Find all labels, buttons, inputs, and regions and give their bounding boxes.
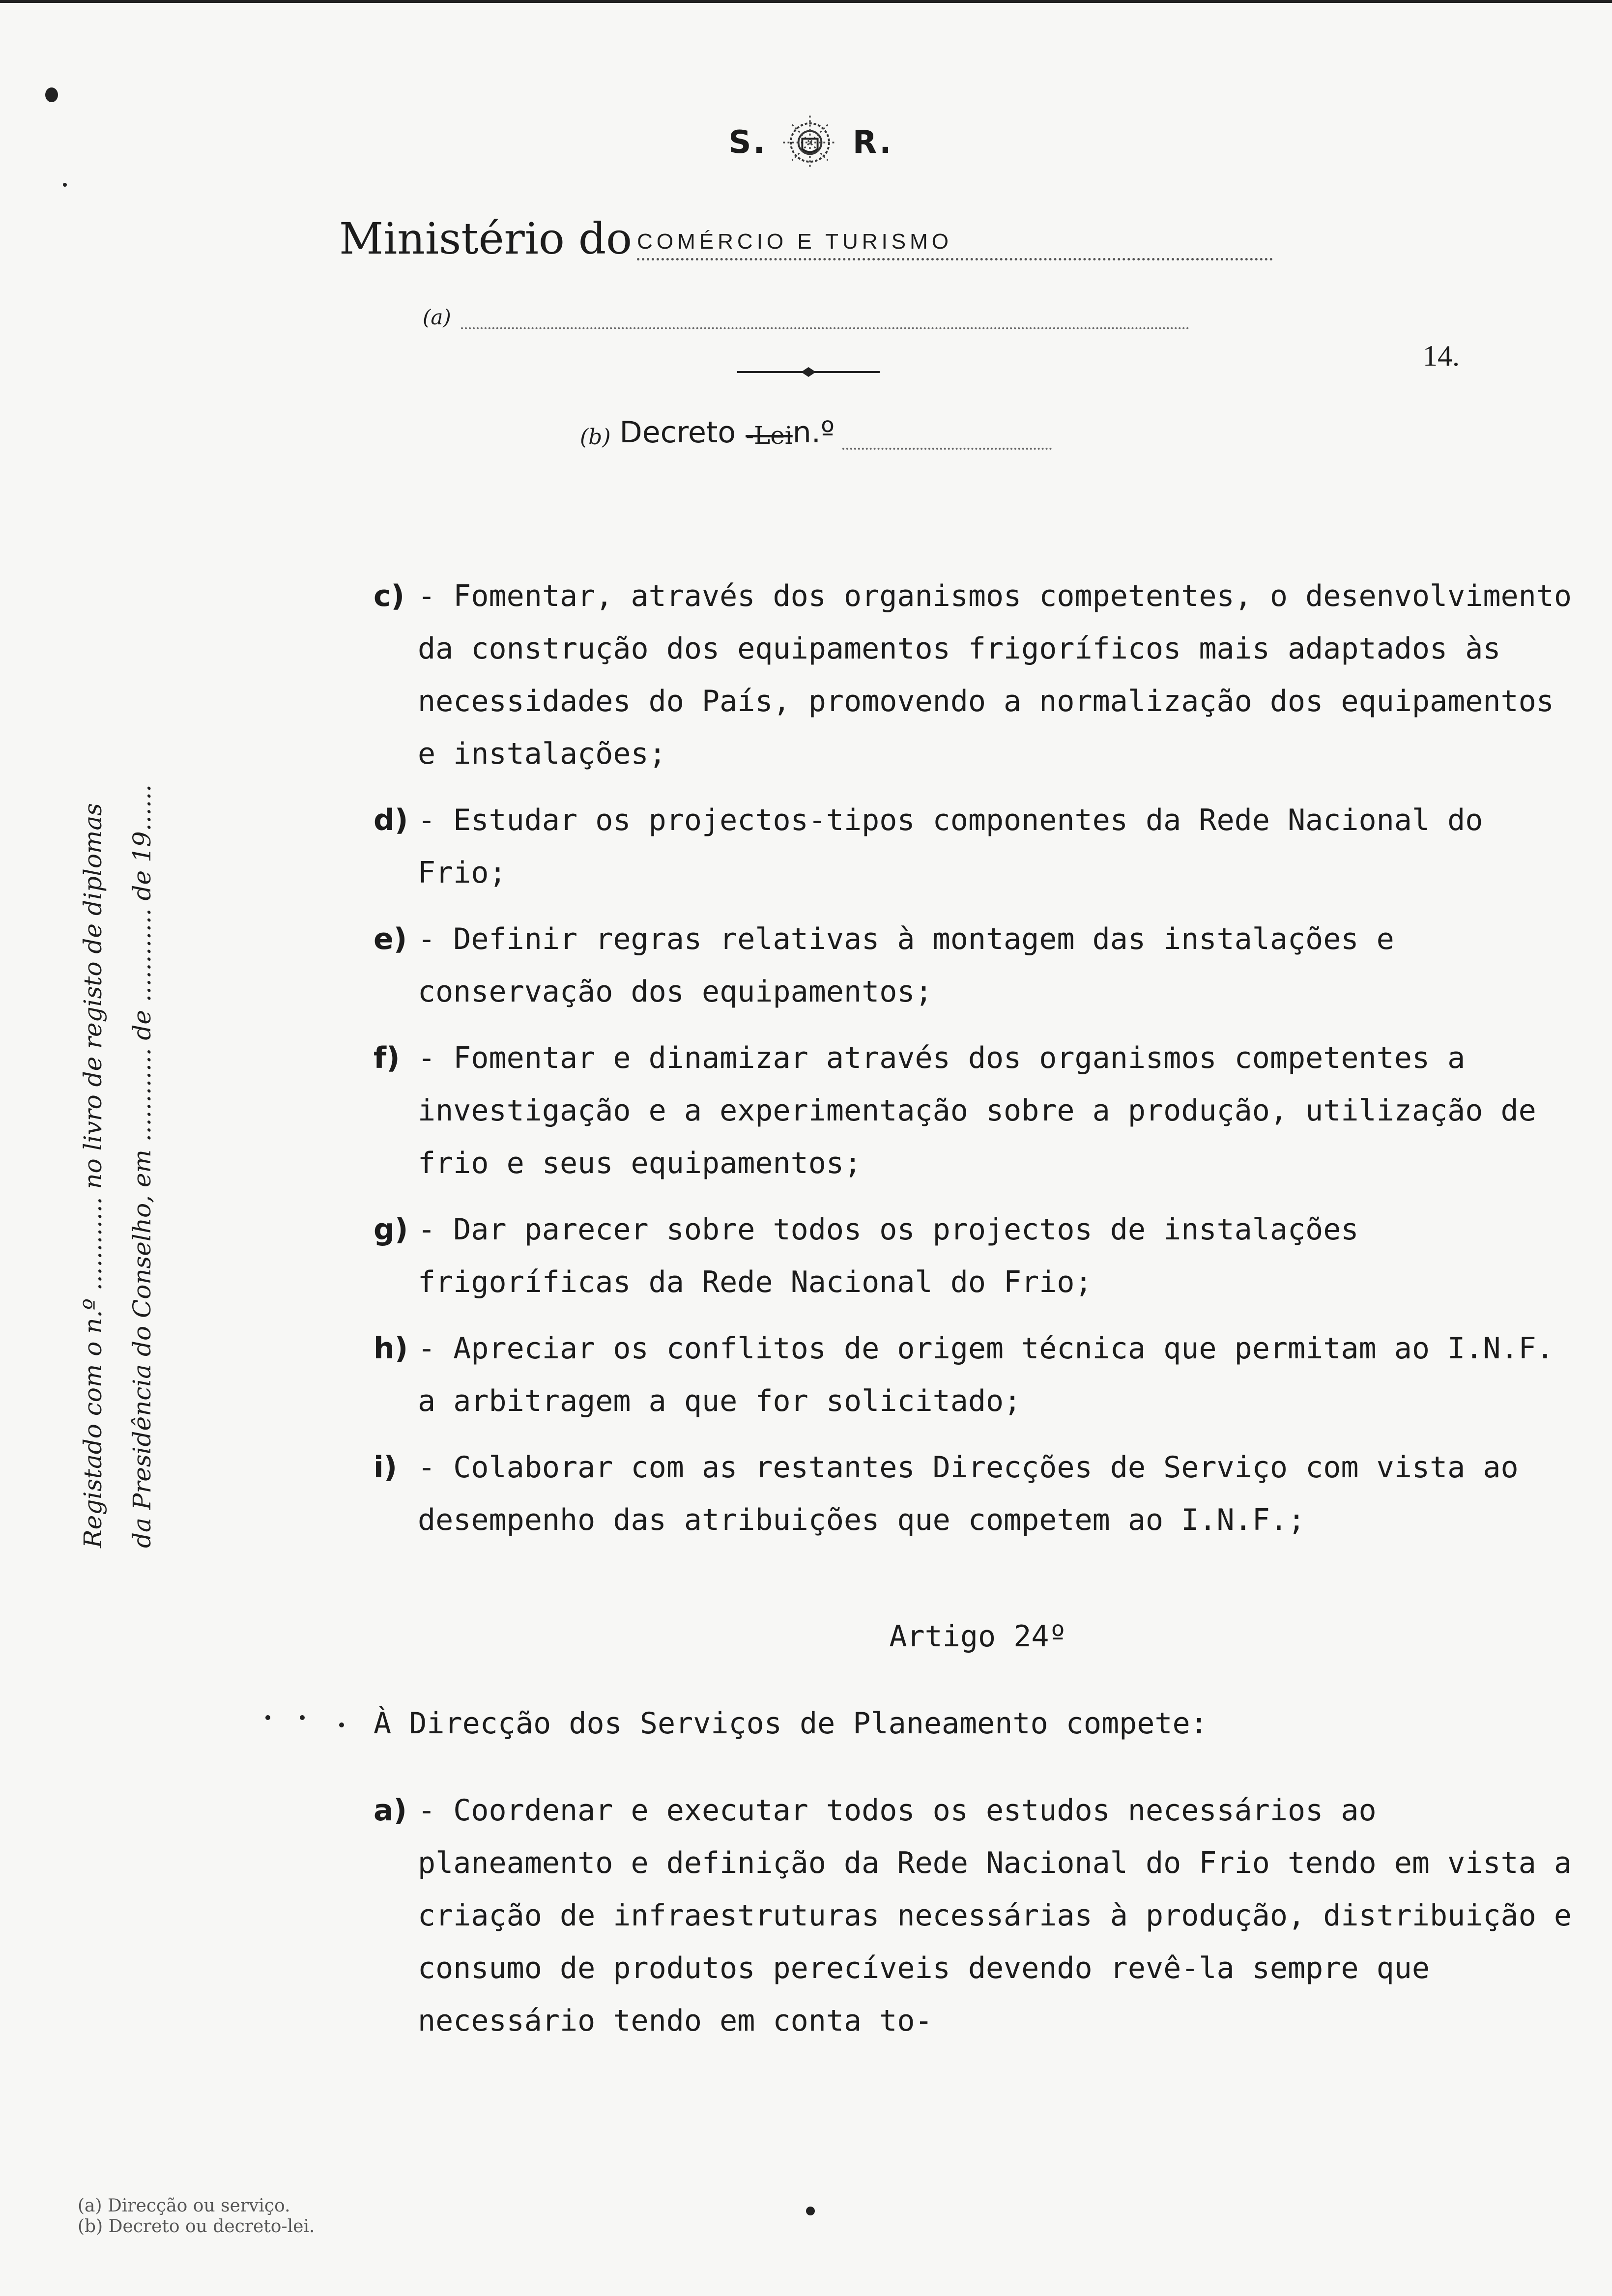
footnotes [78,2196,471,2237]
scan-speck [265,1715,270,1720]
field-a-line [423,300,1189,329]
item-marker: g) [374,1212,408,1247]
list-item [374,1032,1583,1190]
footnote-b: (b) Decreto ou decreto-lei. [78,2216,315,2237]
scan-speck [300,1715,305,1720]
ministry-line [339,206,1273,264]
item-marker: i) [374,1450,397,1485]
item-text: - Fomentar, através dos organismos competentes, o desenvolvimento da construção dos equipamentos frigoríficos mais adaptados às necessidades do País, promovendo a normalização dos equipamentos e instalações; [418,579,1572,771]
article-lead: À Direcção dos Serviços de Planeamento compete: [374,1706,1208,1741]
item-text: - Colaborar com as restantes Direcções de Serviço com vista ao desempenho das atribuições que competem ao I.N.F.; [418,1450,1519,1537]
list-item [374,570,1583,780]
header-letter-s: S. [728,124,767,161]
item-marker: h) [374,1331,408,1366]
item-text: - Dar parecer sobre todos os projectos de instalações frigoríficas da Rede Nacional do Frio; [418,1212,1359,1299]
field-a-blank [461,327,1189,329]
margin-line-1: Registado com o n.º ............ no livro de registo de diplomas [79,803,107,1548]
header-letter-r: R. [852,124,893,161]
item-text: - Apreciar os conflitos de origem técnica que permitam ao I.N.F. a arbitragem a que for solicitado; [418,1331,1554,1418]
decreto-line [580,410,1052,450]
list-item [374,1784,1583,2047]
registration-margin [69,624,177,1558]
top-edge-rule [0,0,1612,3]
page-number: 14. [1423,340,1460,372]
decreto-number-blank [842,448,1052,450]
list-item [374,913,1583,1018]
state-header [688,106,934,179]
item-text: - Coordenar e executar todos os estudos necessários ao planeamento e definição da Rede Nacional do Frio tendo em vista a criação de infraestruturas necessárias à produção, distribuição e consumo de produtos perecíveis devendo revê-la sempre que necessário tendo em conta to- [418,1793,1572,2038]
item-text: - Fomentar e dinamizar através dos organismos competentes a investigação e a experimentação sobre a produção, utilização de frio e seus equipamentos; [418,1041,1536,1180]
decreto-label: Decreto [619,415,736,450]
document-body [374,570,1583,2061]
item-marker: d) [374,803,408,837]
list-item [374,1322,1583,1428]
ministry-name-field: COMÉRCIO E TURISMO [637,230,1273,260]
decreto-suffix: n.º [792,415,835,450]
item-marker: f) [374,1041,400,1075]
ministry-prefix: Ministério do [339,213,633,264]
decreto-lei-struck: -Lei [746,421,793,450]
list-item [374,1204,1583,1309]
list-item [374,794,1583,899]
item-text: - Definir regras relativas à montagem das instalações e conservação dos equipamentos; [418,922,1394,1009]
margin-line-2: da Presidência do Conselho, em ............ de ............ de 19...... [128,784,156,1548]
decreto-mark: (b) [580,425,611,450]
item-marker: e) [374,922,407,956]
item-marker: c) [374,579,404,613]
article-heading: Artigo 24º [889,1619,1067,1654]
coat-of-arms-icon [778,111,842,174]
scan-speck [806,2207,815,2215]
scan-speck [339,1722,344,1727]
list-item [374,1441,1583,1547]
ornamental-divider [737,365,880,379]
scan-speck [63,183,67,187]
item-text: - Estudar os projectos-tipos componentes da Rede Nacional do Frio; [418,803,1483,890]
field-a-label: (a) [423,305,451,329]
item-marker: a) [374,1793,407,1828]
footnote-a: (a) Direcção ou serviço. [78,2196,290,2216]
scan-speck [45,87,58,102]
